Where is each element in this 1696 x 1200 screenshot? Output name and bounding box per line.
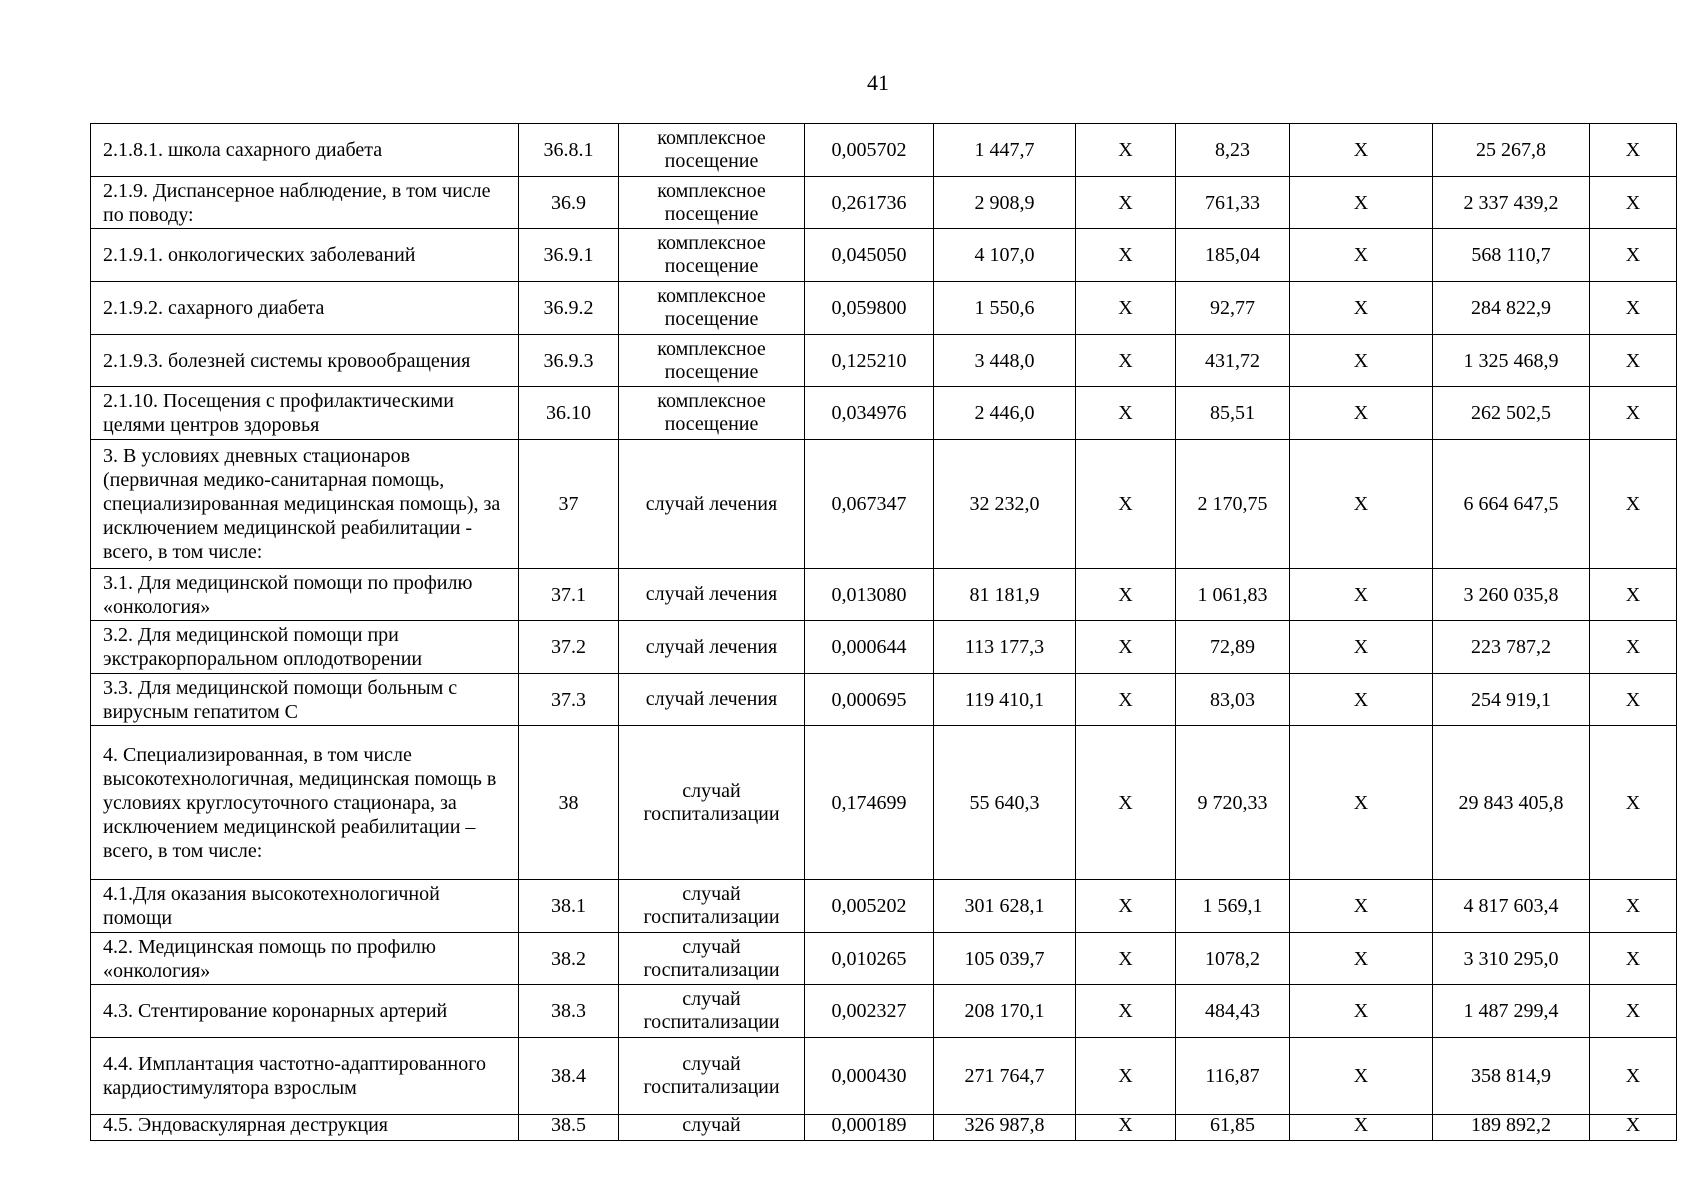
row-code-cell: 37 [519, 440, 619, 569]
row-total-cell: 3 260 035,8 [1433, 569, 1590, 621]
row-cost-cell: 3 448,0 [934, 335, 1076, 387]
row-mark-cell: Х [1076, 387, 1176, 440]
row-name-cell: 3. В условиях дневных стационаров (первичная медико-санитарная помощь, специализированная медицинская помощь), за исключением медицинской реабилитации - всего, в том числе: [91, 440, 519, 569]
row-mark-cell: Х [1590, 387, 1677, 440]
row-mark-cell: Х [1076, 569, 1176, 621]
row-unit-cell: случай госпитализации [619, 933, 805, 985]
row-mark-cell: Х [1590, 177, 1677, 229]
row-per-capita-cell: 85,51 [1176, 387, 1290, 440]
row-name-cell: 2.1.9.1. онкологических заболеваний [91, 229, 519, 282]
row-name-cell: 3.3. Для медицинской помощи больным с вирусным гепатитом С [91, 674, 519, 726]
row-code-cell: 36.8.1 [519, 124, 619, 177]
row-name-cell: 4. Специализированная, в том числе высокотехнологичная, медицинская помощь в условиях круглосуточного стационара, за исключением медицинской реабилитации – всего, в том числе: [91, 726, 519, 880]
row-code-cell: 37.2 [519, 621, 619, 674]
row-per-capita-cell: 83,03 [1176, 674, 1290, 726]
row-mark-cell: Х [1590, 335, 1677, 387]
row-norm-cell: 0,034976 [805, 387, 934, 440]
row-mark-cell: Х [1290, 726, 1433, 880]
row-total-cell: 25 267,8 [1433, 124, 1590, 177]
row-total-cell: 262 502,5 [1433, 387, 1590, 440]
row-cost-cell: 119 410,1 [934, 674, 1076, 726]
table-row [91, 124, 1677, 177]
row-unit-cell: случай госпитализации [619, 1038, 805, 1115]
row-norm-cell: 0,000644 [805, 621, 934, 674]
row-per-capita-cell: 2 170,75 [1176, 440, 1290, 569]
row-per-capita-cell: 1 061,83 [1176, 569, 1290, 621]
table-row [91, 621, 1677, 674]
row-mark-cell: Х [1290, 674, 1433, 726]
row-norm-cell: 0,261736 [805, 177, 934, 229]
row-cost-cell: 1 447,7 [934, 124, 1076, 177]
row-per-capita-cell: 431,72 [1176, 335, 1290, 387]
row-per-capita-cell: 116,87 [1176, 1038, 1290, 1115]
row-code-cell: 36.9.2 [519, 282, 619, 335]
row-unit-cell: случай лечения [619, 440, 805, 569]
row-cost-cell: 326 987,8 [934, 1115, 1076, 1141]
row-total-cell: 284 822,9 [1433, 282, 1590, 335]
row-mark-cell: Х [1590, 1115, 1677, 1141]
row-mark-cell: Х [1590, 1038, 1677, 1115]
row-unit-cell: комплексное посещение [619, 124, 805, 177]
table-row [91, 674, 1677, 726]
table-row [91, 726, 1677, 880]
row-mark-cell: Х [1290, 985, 1433, 1038]
row-mark-cell: Х [1590, 569, 1677, 621]
row-name-cell: 3.2. Для медицинской помощи при экстракорпоральном оплодотворении [91, 621, 519, 674]
row-code-cell: 38.5 [519, 1115, 619, 1141]
row-unit-cell: случай лечения [619, 621, 805, 674]
row-mark-cell: Х [1290, 1115, 1433, 1141]
tariff-table [90, 123, 1677, 1141]
row-mark-cell: Х [1290, 335, 1433, 387]
table-row [91, 440, 1677, 569]
row-code-cell: 38.4 [519, 1038, 619, 1115]
row-mark-cell: Х [1076, 229, 1176, 282]
row-code-cell: 38.3 [519, 985, 619, 1038]
row-mark-cell: Х [1290, 880, 1433, 933]
row-mark-cell: Х [1076, 1038, 1176, 1115]
table-row [91, 1038, 1677, 1115]
row-per-capita-cell: 761,33 [1176, 177, 1290, 229]
row-mark-cell: Х [1590, 674, 1677, 726]
row-total-cell: 189 892,2 [1433, 1115, 1590, 1141]
row-norm-cell: 0,005202 [805, 880, 934, 933]
row-norm-cell: 0,125210 [805, 335, 934, 387]
table-row [91, 177, 1677, 229]
row-cost-cell: 271 764,7 [934, 1038, 1076, 1115]
row-mark-cell: Х [1290, 440, 1433, 569]
row-mark-cell: Х [1590, 880, 1677, 933]
row-code-cell: 36.10 [519, 387, 619, 440]
table-row [91, 1115, 1677, 1141]
row-name-cell: 3.1. Для медицинской помощи по профилю «онкология» [91, 569, 519, 621]
row-name-cell: 4.2. Медицинская помощь по профилю «онкология» [91, 933, 519, 985]
row-code-cell: 38.1 [519, 880, 619, 933]
row-mark-cell: Х [1290, 282, 1433, 335]
row-cost-cell: 55 640,3 [934, 726, 1076, 880]
row-mark-cell: Х [1590, 440, 1677, 569]
row-mark-cell: Х [1076, 726, 1176, 880]
row-name-cell: 4.3. Стентирование коронарных артерий [91, 985, 519, 1038]
row-code-cell: 38.2 [519, 933, 619, 985]
row-mark-cell: Х [1290, 1038, 1433, 1115]
table-row [91, 387, 1677, 440]
row-norm-cell: 0,002327 [805, 985, 934, 1038]
row-norm-cell: 0,059800 [805, 282, 934, 335]
row-per-capita-cell: 1078,2 [1176, 933, 1290, 985]
row-mark-cell: Х [1290, 387, 1433, 440]
row-norm-cell: 0,000695 [805, 674, 934, 726]
row-unit-cell: случай лечения [619, 569, 805, 621]
row-mark-cell: Х [1076, 880, 1176, 933]
row-total-cell: 6 664 647,5 [1433, 440, 1590, 569]
table-row [91, 335, 1677, 387]
table-row [91, 282, 1677, 335]
row-code-cell: 36.9.1 [519, 229, 619, 282]
row-mark-cell: Х [1590, 229, 1677, 282]
row-mark-cell: Х [1290, 177, 1433, 229]
row-mark-cell: Х [1076, 440, 1176, 569]
row-name-cell: 2.1.10. Посещения с профилактическими целями центров здоровья [91, 387, 519, 440]
row-total-cell: 1 487 299,4 [1433, 985, 1590, 1038]
row-norm-cell: 0,010265 [805, 933, 934, 985]
row-total-cell: 254 919,1 [1433, 674, 1590, 726]
row-mark-cell: Х [1076, 124, 1176, 177]
row-unit-cell: случай [619, 1115, 805, 1141]
row-cost-cell: 81 181,9 [934, 569, 1076, 621]
row-norm-cell: 0,067347 [805, 440, 934, 569]
row-cost-cell: 2 446,0 [934, 387, 1076, 440]
row-total-cell: 223 787,2 [1433, 621, 1590, 674]
row-mark-cell: Х [1590, 985, 1677, 1038]
row-per-capita-cell: 1 569,1 [1176, 880, 1290, 933]
row-unit-cell: случай госпитализации [619, 985, 805, 1038]
row-per-capita-cell: 72,89 [1176, 621, 1290, 674]
row-total-cell: 2 337 439,2 [1433, 177, 1590, 229]
row-mark-cell: Х [1290, 621, 1433, 674]
row-total-cell: 29 843 405,8 [1433, 726, 1590, 880]
row-name-cell: 2.1.8.1. школа сахарного диабета [91, 124, 519, 177]
row-total-cell: 4 817 603,4 [1433, 880, 1590, 933]
row-unit-cell: случай госпитализации [619, 880, 805, 933]
row-name-cell: 4.4. Имплантация частотно-адаптированного кардиостимулятора взрослым [91, 1038, 519, 1115]
row-unit-cell: комплексное посещение [619, 282, 805, 335]
row-cost-cell: 1 550,6 [934, 282, 1076, 335]
row-cost-cell: 113 177,3 [934, 621, 1076, 674]
row-name-cell: 4.5. Эндоваскулярная деструкция [91, 1115, 519, 1141]
row-mark-cell: Х [1076, 282, 1176, 335]
row-total-cell: 358 814,9 [1433, 1038, 1590, 1115]
row-norm-cell: 0,174699 [805, 726, 934, 880]
row-code-cell: 36.9 [519, 177, 619, 229]
row-mark-cell: Х [1590, 726, 1677, 880]
row-unit-cell: комплексное посещение [619, 229, 805, 282]
row-mark-cell: Х [1076, 177, 1176, 229]
row-mark-cell: Х [1290, 124, 1433, 177]
row-norm-cell: 0,000189 [805, 1115, 934, 1141]
row-mark-cell: Х [1076, 621, 1176, 674]
row-cost-cell: 2 908,9 [934, 177, 1076, 229]
table-row [91, 933, 1677, 985]
row-norm-cell: 0,045050 [805, 229, 934, 282]
row-mark-cell: Х [1076, 933, 1176, 985]
row-mark-cell: Х [1590, 282, 1677, 335]
row-unit-cell: случай госпитализации [619, 726, 805, 880]
row-per-capita-cell: 484,43 [1176, 985, 1290, 1038]
row-per-capita-cell: 9 720,33 [1176, 726, 1290, 880]
row-code-cell: 37.3 [519, 674, 619, 726]
row-code-cell: 36.9.3 [519, 335, 619, 387]
row-mark-cell: Х [1590, 933, 1677, 985]
page-number: 41 [867, 70, 889, 95]
row-unit-cell: случай лечения [619, 674, 805, 726]
row-mark-cell: Х [1076, 1115, 1176, 1141]
row-code-cell: 38 [519, 726, 619, 880]
row-cost-cell: 301 628,1 [934, 880, 1076, 933]
row-norm-cell: 0,013080 [805, 569, 934, 621]
row-unit-cell: комплексное посещение [619, 387, 805, 440]
row-total-cell: 1 325 468,9 [1433, 335, 1590, 387]
row-name-cell: 2.1.9. Диспансерное наблюдение, в том числе по поводу: [91, 177, 519, 229]
row-unit-cell: комплексное посещение [619, 335, 805, 387]
row-mark-cell: Х [1290, 569, 1433, 621]
row-mark-cell: Х [1076, 674, 1176, 726]
row-cost-cell: 32 232,0 [934, 440, 1076, 569]
row-name-cell: 2.1.9.3. болезней системы кровообращения [91, 335, 519, 387]
table-row [91, 229, 1677, 282]
row-mark-cell: Х [1590, 124, 1677, 177]
row-unit-cell: комплексное посещение [619, 177, 805, 229]
row-cost-cell: 4 107,0 [934, 229, 1076, 282]
row-per-capita-cell: 8,23 [1176, 124, 1290, 177]
row-total-cell: 3 310 295,0 [1433, 933, 1590, 985]
row-cost-cell: 208 170,1 [934, 985, 1076, 1038]
row-mark-cell: Х [1290, 933, 1433, 985]
row-code-cell: 37.1 [519, 569, 619, 621]
row-mark-cell: Х [1590, 621, 1677, 674]
row-mark-cell: Х [1076, 985, 1176, 1038]
row-norm-cell: 0,000430 [805, 1038, 934, 1115]
row-cost-cell: 105 039,7 [934, 933, 1076, 985]
row-norm-cell: 0,005702 [805, 124, 934, 177]
row-name-cell: 2.1.9.2. сахарного диабета [91, 282, 519, 335]
row-name-cell: 4.1.Для оказания высокотехнологичной помощи [91, 880, 519, 933]
row-per-capita-cell: 61,85 [1176, 1115, 1290, 1141]
table-body [91, 124, 1677, 1141]
row-per-capita-cell: 185,04 [1176, 229, 1290, 282]
row-total-cell: 568 110,7 [1433, 229, 1590, 282]
row-mark-cell: Х [1076, 335, 1176, 387]
table-row [91, 880, 1677, 933]
table-row [91, 985, 1677, 1038]
table-row [91, 569, 1677, 621]
row-mark-cell: Х [1290, 229, 1433, 282]
row-per-capita-cell: 92,77 [1176, 282, 1290, 335]
